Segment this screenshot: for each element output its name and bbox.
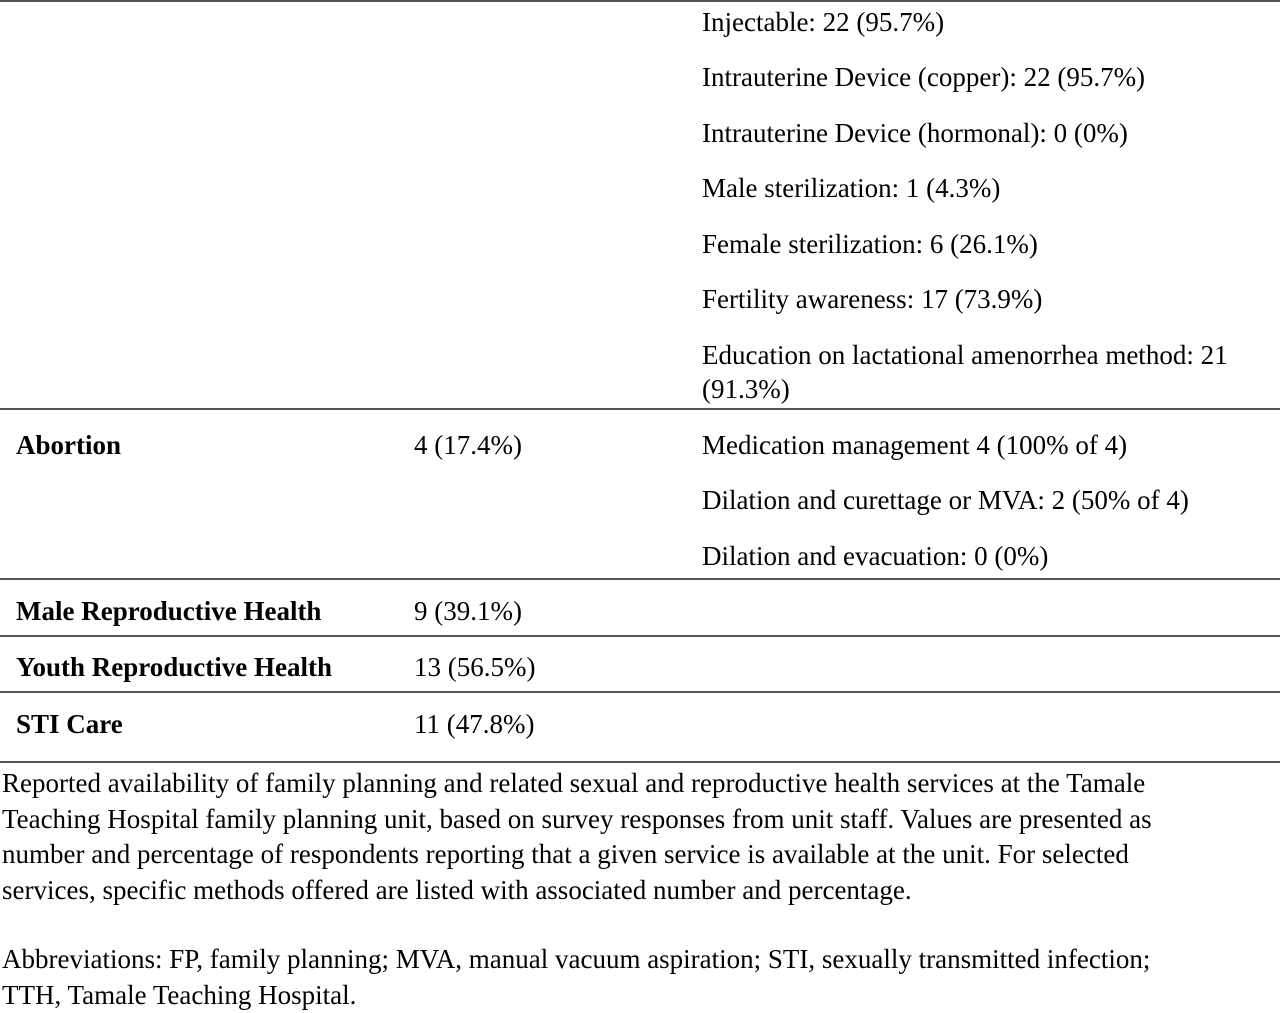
service-name: Youth Reproductive Health (16, 652, 333, 682)
service-name: Abortion (16, 430, 122, 460)
service-name: STI Care (16, 709, 123, 739)
table-row-male-reproductive-health (0, 580, 1280, 637)
method-item: Dilation and curettage or MVA: 2 (50% of 4) (702, 485, 1189, 515)
method-item: Female sterilization: 6 (26.1%) (702, 229, 1038, 259)
method-item: Fertility awareness: 17 (73.9%) (702, 284, 1043, 314)
method-item: Intrauterine Device (hormonal): 0 (0%) (702, 118, 1128, 148)
method-item: Dilation and evacuation: 0 (0%) (702, 541, 1049, 571)
method-item: Male sterilization: 1 (4.3%) (702, 173, 1001, 203)
method-item: Intrauterine Device (copper): 22 (95.7%) (702, 62, 1146, 92)
abbreviations-note: Abbreviations: FP, family planning; MVA, manual vacuum aspiration; STI, sexually transmitted infection; TTH, Tamale Teaching Hospital. (2, 944, 1151, 1010)
table-row-abortion (0, 410, 1280, 580)
service-value: 9 (39.1%) (414, 596, 522, 626)
table-row-continued-methods (0, 2, 1280, 410)
method-item: Education on lactational amenorrhea method: 21 (91.3%) (702, 340, 1228, 404)
table-footnote: Reported availability of family planning and related sexual and reproductive health services at the Tamale Teaching Hospital family planning unit, based on survey responses from unit staff. Values are presented as number and percentage of respondents reporting that a given service is available at the unit. For selected services, specific methods offered are listed with associated number and percentage. (2, 768, 1152, 905)
service-name: Male Reproductive Health (16, 596, 322, 626)
service-value: 13 (56.5%) (414, 652, 536, 682)
service-value: 4 (17.4%) (414, 430, 522, 460)
table-row-sti-care (0, 693, 1280, 763)
service-value: 11 (47.8%) (414, 709, 535, 739)
method-item: Injectable: 22 (95.7%) (702, 7, 945, 37)
method-item: Medication management 4 (100% of 4) (702, 430, 1128, 460)
table-row-youth-reproductive-health (0, 637, 1280, 693)
